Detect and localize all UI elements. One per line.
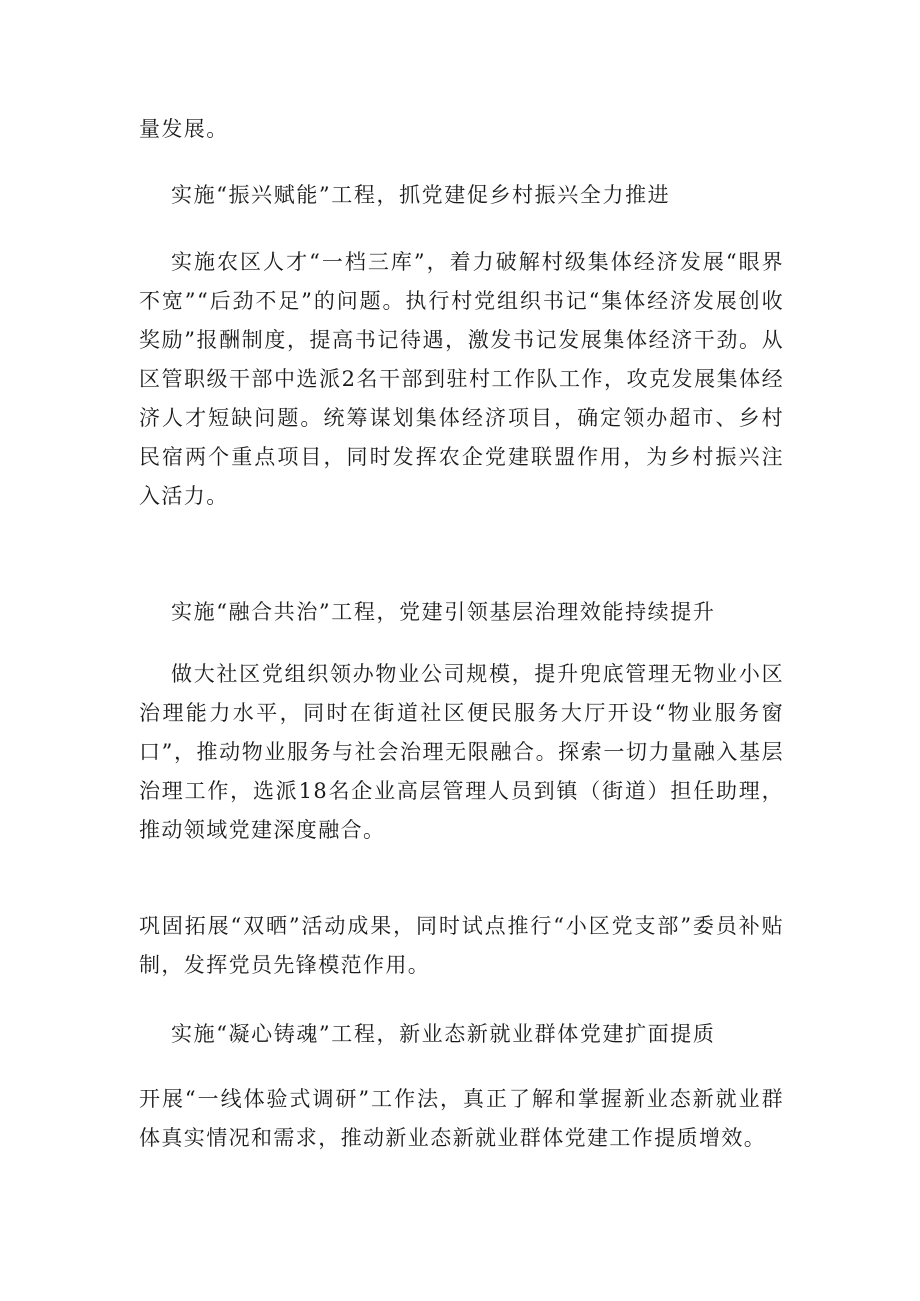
paragraph-continuation: 量发展。	[139, 117, 229, 141]
paragraph-rural-talent: 实施农区人才“一档三库”，着力破解村级集体经济发展“眼界不宽”“后劲不足”的问题。执行村党组织书记“集体经济发展创收奖励”报酬制度，提高书记待遇，激发书记发展集体经济干劲。从区管职级干部中选派2名干部到驻村工作队工作，攻克发展集体经济人才短缺问题。统筹谋划集体经济项目，确定领办超市、乡村民宿两个重点项目，同时发挥农企党建联盟作用，为乡村振兴注入活力。	[139, 250, 784, 508]
paragraph-community-property: 做大社区党组织领办物业公司规模，提升兜底管理无物业小区治理能力水平，同时在街道社区便民服务大厅开设“物业服务窗口”，推动物业服务与社会治理无限融合。探索一切力量融入基层治理工作，选派18名企业高层管理人员到镇（街道）担任助理，推动领域党建深度融合。	[139, 662, 784, 842]
section-heading-zhenxing: 实施“振兴赋能”工程，抓党建促乡村振兴全力推进	[171, 183, 671, 207]
paragraph-new-employment: 开展“一线体验式调研”工作法，真正了解和掌握新业态新就业群体真实情况和需求，推动新业态新就业群体党建工作提质增效。	[139, 1087, 784, 1150]
section-heading-ronghe: 实施“融合共治”工程，党建引领基层治理效能持续提升	[171, 600, 716, 624]
section-heading-ningxin: 实施“凝心铸魂”工程，新业态新就业群体党建扩面提质	[171, 1022, 716, 1046]
paragraph-shuangshai: 巩固拓展“双晒”活动成果，同时试点推行“小区党支部”委员补贴制，发挥党员先锋模范作用。	[139, 914, 784, 977]
